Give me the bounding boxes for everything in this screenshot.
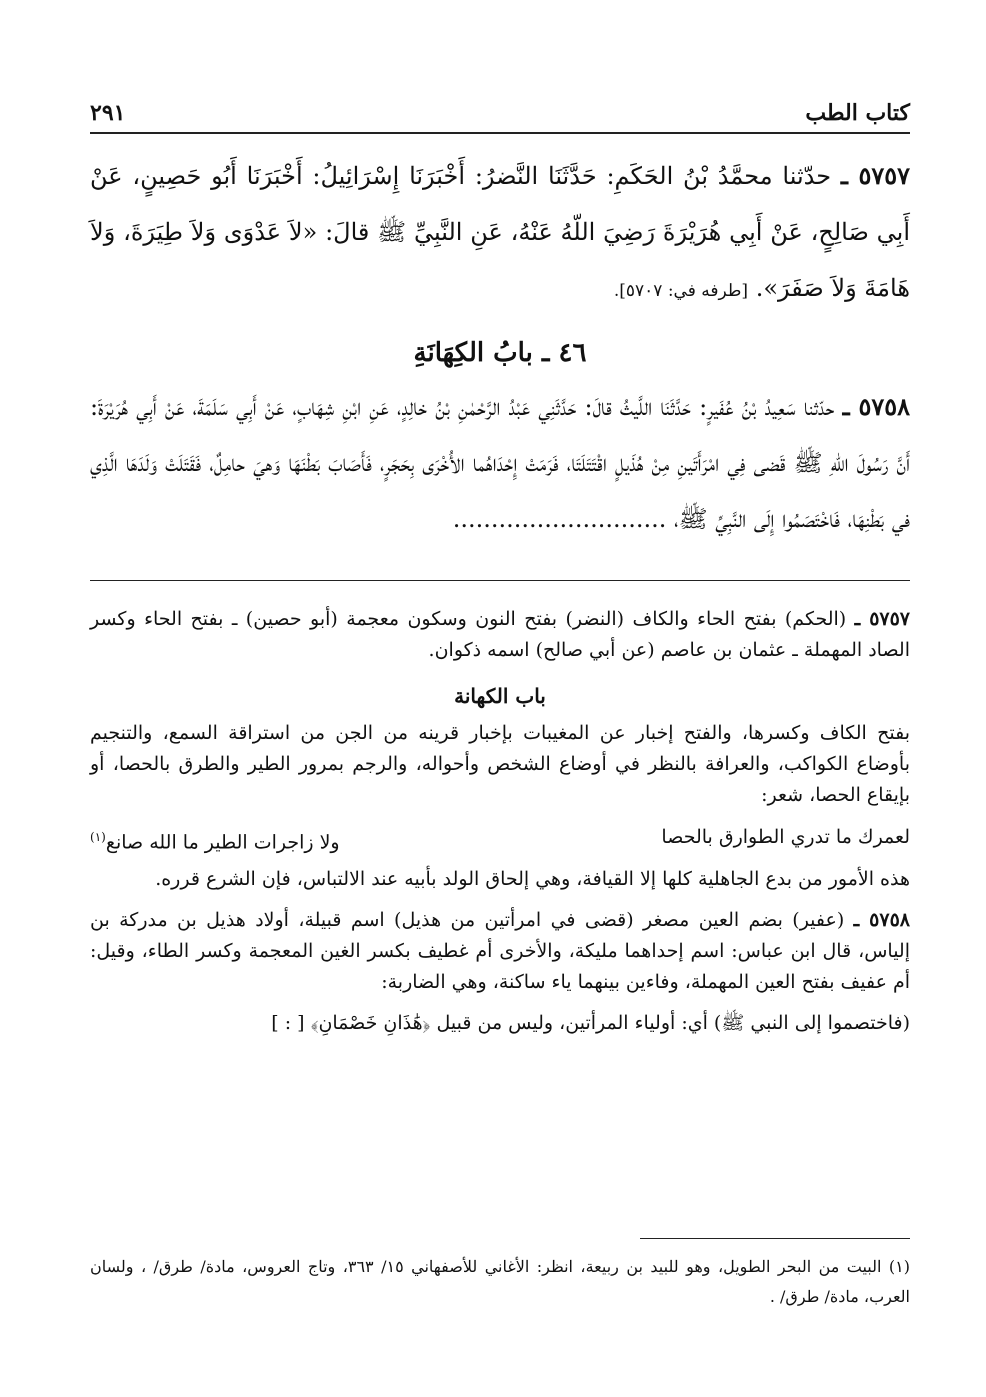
running-title: كتاب الطب [805,100,910,126]
commentary-bab-text: بفتح الكاف وكسرها، والفتح إخبار عن المغيبات بإخبار قرينه من الجن من استراقة السمع، والتنجيم بأوضاع الكواكب، والعرافة بالنظر في أوضاع الشخص وأحواله، والرجم بمرور الطير والطرق بالحصا، أو بإيقاع الحصا، شعر: [90,722,910,806]
hadith-text: حدّثنا محمَّدُ بْنُ الحَكَمِ: حَدَّثَنَا النَّضرُ: أَخْبَرَنَا إِسْرَائِيلُ: أَخْبَرَنَا أَبُو حَصِينٍ، عَنْ أَبِي صَالِحٍ، عَنْ أَبِي هُرَيْرَةَ رَضِيَ اللّهُ عَنْهُ، عَنِ النَّبِيِّ ﷺ قالَ: «لاَ عَدْوَى وَلاَ طِيَرَةَ، وَلاَ هَامَةَ وَلاَ صَفَرَ». [90,162,910,302]
hadith-5757 [90,148,910,319]
page-header [90,86,910,132]
footnote-number: (١) [888,1257,911,1276]
commentary-section [90,604,910,1049]
page-number: ٢٩١ [90,100,126,126]
chapter-title: ٤٦ ـ بابُ الكِهَانَةِ [413,338,587,368]
hadith-text: حدّثنا سَعِيدُ بْنُ عُفَيرٍ: حَدَّثَنَا اللَّيثُ قالَ: حَدَّثَنِي عَبْدُ الرَّحْمٰنِ بْنُ خالِدٍ، عَنِ ابْنِ شِهَابٍ، عَنْ أَبِي سَلَمَةَ، عَنْ أَبِي هُرَيْرَةَ: أَنَّ رَسُولَ اللّهِ ﷺ قَضى فِي امْرَأَتَينِ مِنْ هُذَيلٍ اقْتَتَلَتَا، فَرَمَتْ إِحْدَاهُما الأُخْرَى بِحَجَرٍ، فَأَصَابَ بَطْنَهَا وَهيَ حامِلٌ، فَقَتَلَتْ وَلَدَهَا الَّذِي في بَطْنِهَا، فَاخْتَصَمُوا إِلَى النَّبِيِّ ﷺ، ............................ [90,393,910,533]
section-divider [90,580,910,581]
commentary-number: ٥٧٥٧ ـ [854,608,911,630]
footnote-marker: (١) [90,830,106,844]
poetry-verse [90,821,910,858]
commentary-text: (الحكم) بفتح الحاء والكاف (النضر) بفتح النون وسكون معجمة (أبو حصين) ـ بفتح الحاء وكسر الصاد المهملة ـ عثمان بن عاصم (عن أبي صالح) اسمه ذكوان. [90,608,910,661]
commentary-chapter-title: باب الكهانة [454,684,546,708]
footnote-rule [640,1238,910,1239]
commentary-text: (عفير) بضم العين مصغر (قضى في امرأتين من هذيل) اسم قبيلة، أولاد هذيل بن مدركة بن إلياس، قال ابن عباس: اسم إحداهما مليكة، والأخرى أم غطيف بكسر الغين المعجمة وكسر الطاء، وقيل: أم عفيف بفتح العين المهملة، وفاءين بينهما ياء ساكنة، وهي الضاربة: [90,909,910,994]
book-page [90,0,910,1397]
header-rule [90,132,910,134]
matn-section [90,148,910,547]
commentary-bab-text-2: هذه الأمور من بدع الجاهلية كلها إلا القيافة، وهي إلحاق الولد بأبيه عند الالتباس، فإن الشرع قرره. [155,868,910,891]
verse-first-hemistich: لعمرك ما تدري الطوارق بالحصا [661,826,910,848]
verse-second-text: ولا زاجرات الطير ما الله صانع [105,831,340,854]
commentary-5758 [90,905,910,998]
verse-second-hemistich [90,821,340,858]
hadith-5758 [90,379,910,547]
commentary-number: ٥٧٥٨ ـ [853,909,910,932]
footnote [90,1252,910,1312]
hadith-number: ٥٧٥٨ ـ [842,392,910,421]
commentary-5757 [90,604,910,666]
commentary-last-line: (فاختصموا إلى النبي ﷺ) أي: أولياء المرأتين، وليس من قبيل ﴿هَٰذَانِ خَصْمَانِ﴾ [ : ] [271,1012,910,1035]
footnote-text: البيت من البحر الطويل، وهو للبيد بن ربيعة، انظر: الأغاني للأصفهاني ١٥/ ٣٦٣، وتاج العروس، مادة/ طرق/ ، ولسان العرب، مادة/ طرق/ . [90,1257,910,1306]
hadith-number: ٥٧٥٧ ـ [840,161,910,190]
hadith-reference: [طرفه في: ٥٧٠٧]. [613,281,749,301]
